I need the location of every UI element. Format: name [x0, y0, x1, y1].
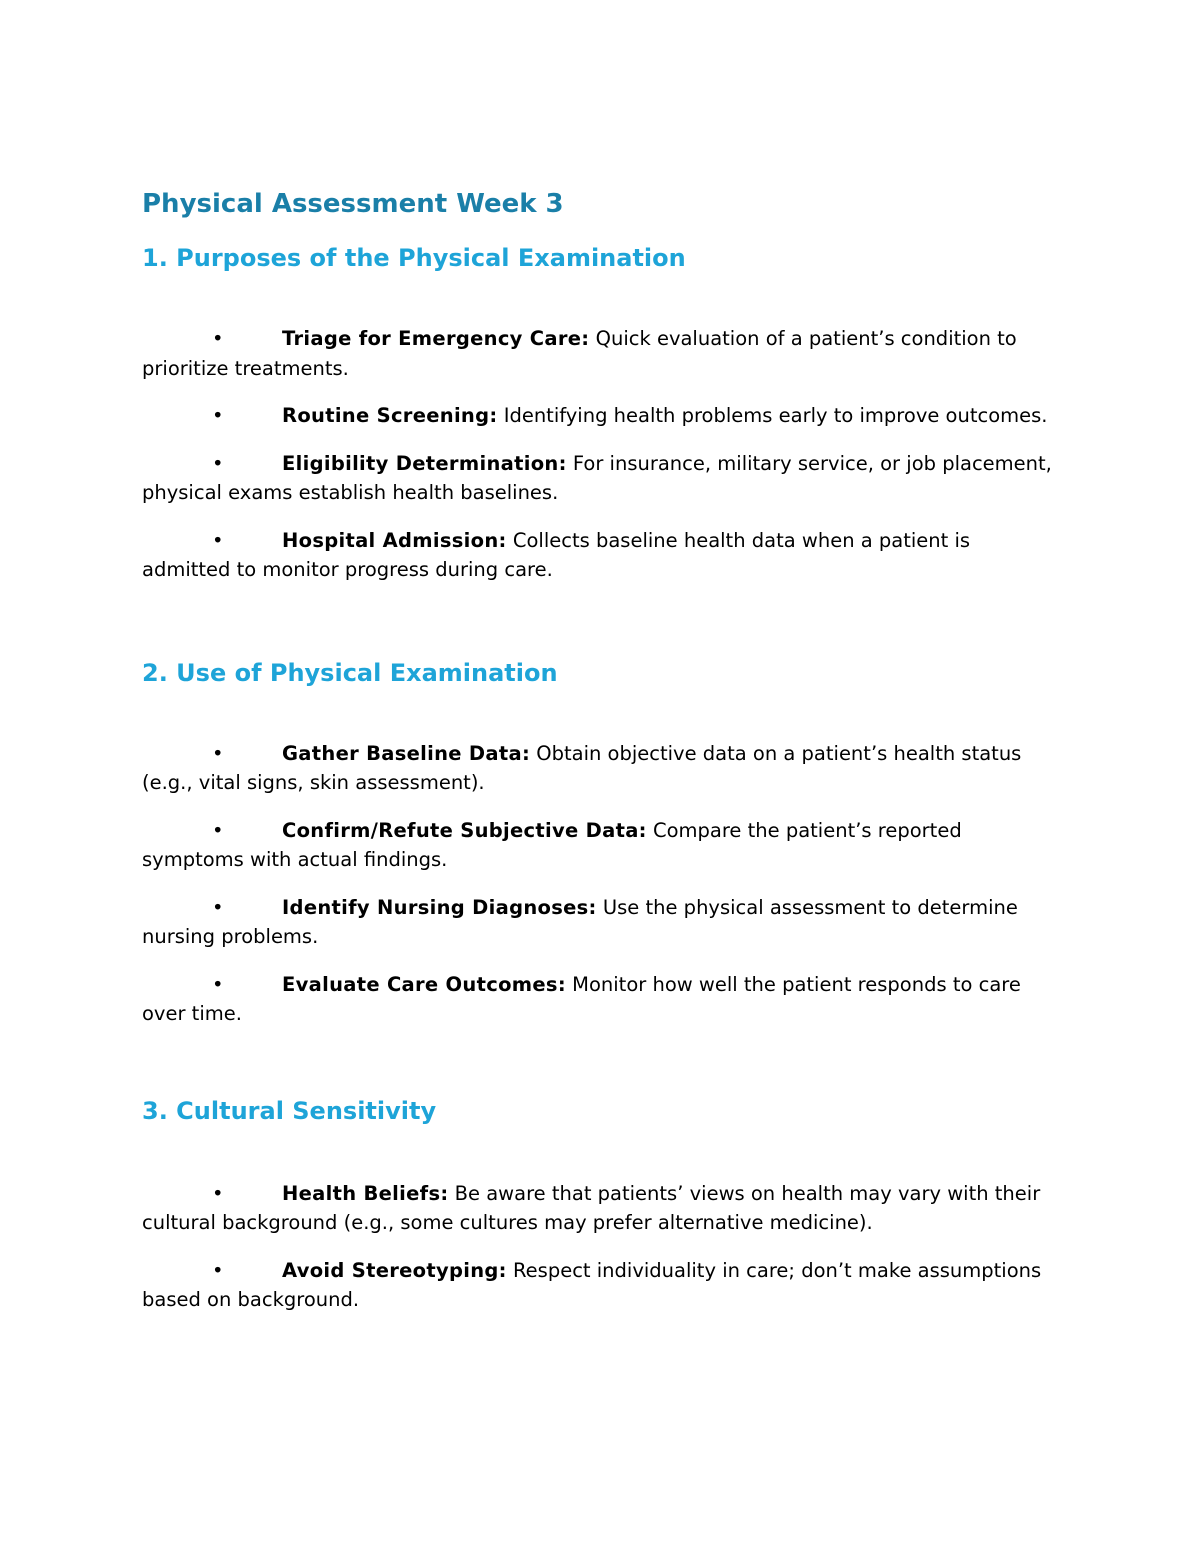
bullet-icon: •: [212, 895, 224, 919]
item-term: Confirm/Refute Subjective Data:: [282, 818, 647, 842]
item-text: Identifying health problems early to improve outcomes.: [503, 404, 1048, 427]
list-item: [142, 739, 1052, 798]
item-term: Routine Screening:: [282, 404, 498, 427]
bullet-icon: •: [212, 1258, 224, 1282]
item-text: Monitor how well the patient responds to care over time.: [142, 972, 1021, 1025]
bullet-icon: •: [212, 528, 224, 552]
section-use: [142, 657, 1052, 1029]
item-term: Avoid Stereotyping:: [282, 1258, 507, 1282]
item-text: Compare the patient’s reported symptoms with actual findings.: [142, 818, 962, 871]
list-item: [142, 1179, 1052, 1238]
list-item: [142, 324, 1052, 383]
item-term: Health Beliefs:: [282, 1181, 449, 1205]
bullet-icon: •: [212, 451, 224, 475]
item-text: Be aware that patients’ views on health may vary with their cultural background (e.g., some cultures may prefer alternative medicine).: [142, 1181, 1041, 1234]
bullet-icon: •: [212, 327, 224, 350]
list-item: [142, 970, 1052, 1029]
bullet-icon: •: [212, 741, 224, 765]
list-item: [142, 401, 1052, 431]
list-item: [142, 526, 1052, 585]
item-text: Use the physical assessment to determine nursing problems.: [142, 895, 1018, 948]
item-text: Respect individuality in care; don’t make assumptions based on background.: [142, 1258, 1042, 1311]
item-term: Eligibility Determination:: [282, 451, 567, 475]
item-term: Hospital Admission:: [282, 528, 507, 552]
section-heading: 1. Purposes of the Physical Examination: [142, 244, 686, 272]
bullet-icon: •: [212, 972, 224, 996]
document-page: [142, 186, 1052, 1333]
bullet-icon: •: [212, 404, 224, 427]
bullet-icon: •: [212, 1181, 224, 1205]
list-item: [142, 893, 1052, 952]
section-purposes: [142, 242, 1052, 585]
section-heading: 2. Use of Physical Examination: [142, 658, 558, 687]
item-term: Evaluate Care Outcomes:: [282, 972, 566, 996]
item-text: Collects baseline health data when a patient is admitted to monitor progress during care.: [142, 528, 971, 581]
item-text: Quick evaluation of a patient’s condition to prioritize treatments.: [142, 327, 1017, 380]
list-item: [142, 1256, 1052, 1315]
section-cultural: [142, 1095, 1052, 1315]
item-term: Gather Baseline Data:: [282, 741, 531, 765]
page-title: Physical Assessment Week 3: [142, 189, 564, 219]
bullet-list: [142, 1179, 1052, 1315]
bullet-list: [142, 324, 1052, 585]
list-item: [142, 449, 1052, 508]
item-term: Triage for Emergency Care:: [282, 327, 590, 350]
section-heading: 3. Cultural Sensitivity: [142, 1096, 437, 1125]
item-text: Obtain objective data on a patient’s health status (e.g., vital signs, skin assessment).: [142, 741, 1022, 794]
bullet-list: [142, 739, 1052, 1029]
list-item: [142, 816, 1052, 875]
item-text: For insurance, military service, or job placement, physical exams establish health baselines.: [142, 451, 1052, 504]
bullet-icon: •: [212, 818, 224, 842]
item-term: Identify Nursing Diagnoses:: [282, 895, 597, 919]
